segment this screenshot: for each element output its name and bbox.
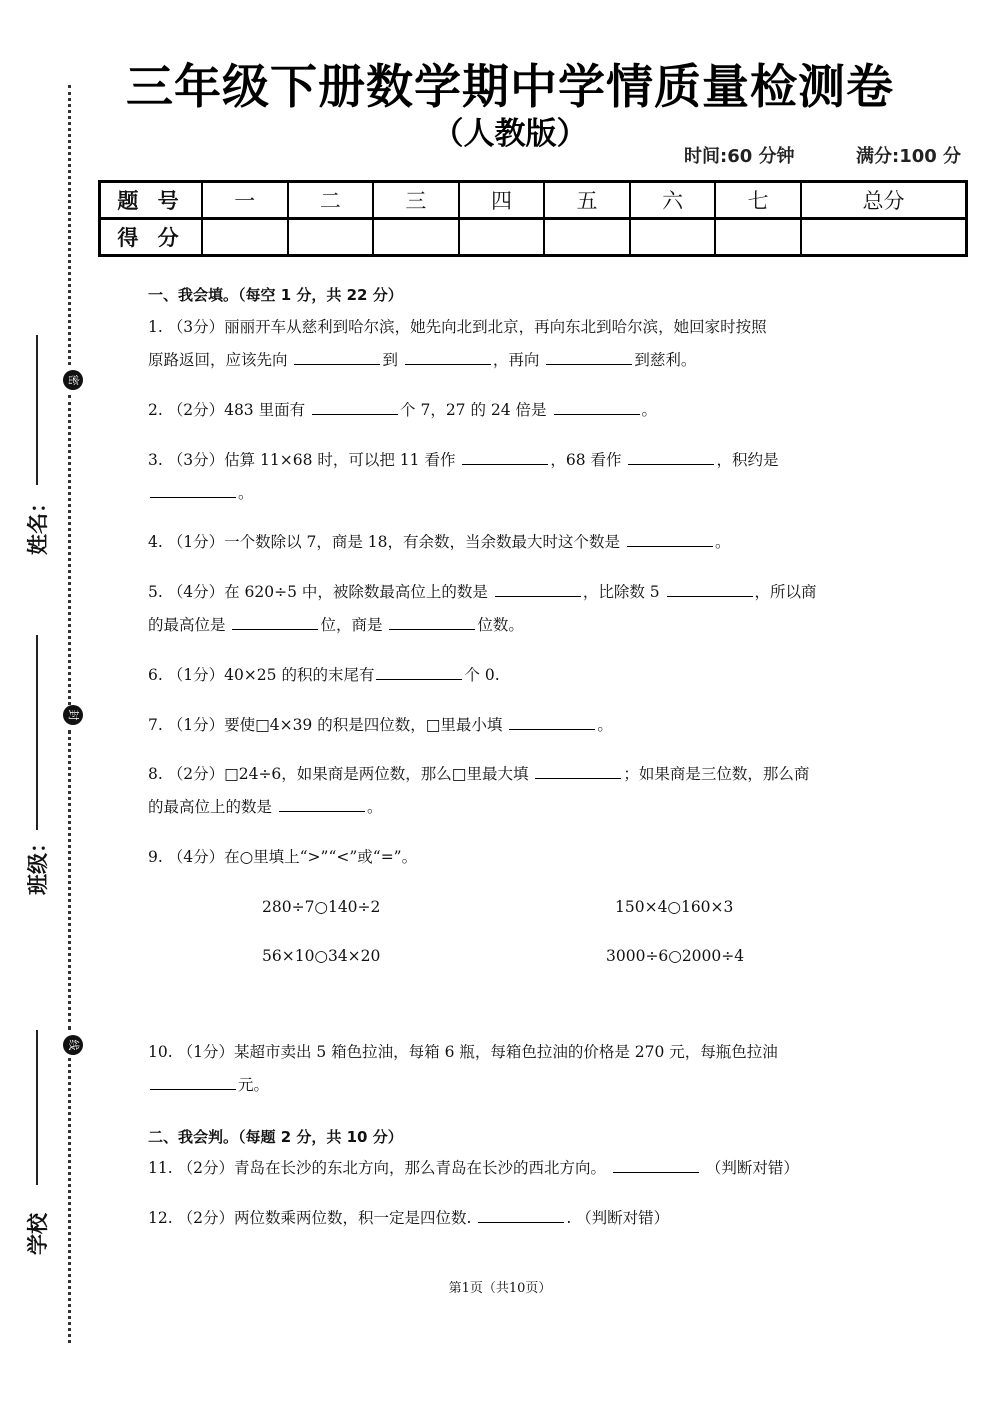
score-col-6: 六 — [630, 182, 716, 219]
seal-mi-icon: 密 — [63, 370, 83, 390]
score-table-row-label: 得 分 — [100, 219, 203, 256]
school-field-label: 学校 — [26, 1213, 50, 1255]
exam-full-score: 满分:100 分 — [856, 146, 962, 167]
question-text: 的最高位是 — [148, 616, 226, 634]
question-text: 个 7，27 的 24 倍是 — [400, 401, 547, 419]
answer-blank[interactable] — [554, 398, 640, 415]
answer-blank[interactable] — [150, 1073, 236, 1090]
class-field-label: 班级： — [26, 832, 50, 895]
answer-blank[interactable] — [535, 762, 621, 779]
answer-blank[interactable] — [627, 530, 713, 547]
score-col-7: 七 — [715, 182, 801, 219]
question-text: 7. （1分）要使□4×39 的积是四位数，□里最小填 — [148, 716, 503, 734]
question-text: 。 — [597, 716, 613, 734]
question-text: 。 — [366, 798, 383, 816]
score-col-total: 总分 — [801, 182, 967, 219]
question-11 — [148, 1152, 858, 1185]
question-text: ，积约是 — [716, 451, 779, 469]
school-write-line[interactable] — [36, 1030, 38, 1185]
answer-blank[interactable] — [405, 348, 491, 365]
score-col-3: 三 — [373, 182, 459, 219]
answer-blank[interactable] — [279, 795, 365, 812]
question-text: 。 — [641, 401, 658, 419]
name-write-line[interactable] — [36, 335, 38, 485]
score-table — [98, 180, 968, 257]
score-col-2: 二 — [288, 182, 374, 219]
section-heading: 一、我会填。（每空 1 分，共 22 分） — [148, 286, 403, 304]
answer-blank[interactable] — [150, 481, 236, 498]
compare-item[interactable]: 56×10○34×20 — [262, 947, 381, 965]
question-9 — [148, 841, 858, 874]
question-text: ；如果商是三位数，那么商 — [623, 765, 810, 783]
score-cell-total[interactable] — [801, 219, 967, 256]
question-text: 的最高位上的数是 — [148, 798, 273, 816]
score-cell[interactable] — [715, 219, 801, 256]
answer-blank[interactable] — [546, 348, 632, 365]
score-col-1: 一 — [202, 182, 288, 219]
question-text: 8. （2分）□24÷6，如果商是两位数，那么□里最大填 — [148, 765, 529, 783]
answer-blank[interactable] — [294, 348, 380, 365]
page-number: 第1页（共10页） — [448, 1281, 552, 1296]
score-cell[interactable] — [373, 219, 459, 256]
compare-item[interactable]: 150×4○160×3 — [615, 898, 734, 916]
binding-dotted-line — [68, 1058, 71, 1343]
question-text: 个 0. — [464, 666, 500, 684]
exam-title: 三年级下册数学期中学情质量检测卷 — [126, 60, 894, 115]
answer-blank[interactable] — [389, 613, 475, 630]
question-2 — [148, 394, 858, 427]
answer-blank[interactable] — [509, 713, 595, 730]
question-text: 1. （3分）丽丽开车从慈利到哈尔滨，她先向北到北京，再向东北到哈尔滨，她回家时按照 — [148, 318, 767, 336]
score-table-score-row — [100, 219, 967, 256]
question-text: 3. （3分）估算 11×68 时，可以把 11 看作 — [148, 451, 456, 469]
question-text: 到慈利。 — [634, 351, 697, 369]
score-cell[interactable] — [288, 219, 374, 256]
question-text: ，68 看作 — [550, 451, 622, 469]
score-cell[interactable] — [202, 219, 288, 256]
question-text: ，再向 — [492, 351, 540, 369]
answer-blank[interactable] — [613, 1156, 699, 1173]
score-cell[interactable] — [459, 219, 545, 256]
question-text: . （判断对错） — [566, 1209, 670, 1227]
question-text: 6. （1分）40×25 的积的末尾有 — [148, 666, 375, 684]
answer-blank[interactable] — [478, 1206, 564, 1223]
question-text: 11. （2分）青岛在长沙的东北方向，那么青岛在长沙的西北方向。 — [148, 1159, 606, 1177]
compare-item[interactable]: 280÷7○140÷2 — [262, 898, 381, 916]
question-text: 10. （1分）某超市卖出 5 箱色拉油，每箱 6 瓶，每箱色拉油的价格是 270 元，每瓶色拉油 — [148, 1043, 778, 1061]
binding-dotted-line — [68, 730, 71, 1030]
question-text: 到 — [382, 351, 398, 369]
question-text: 。 — [238, 484, 254, 502]
question-text: 元。 — [238, 1076, 270, 1094]
exam-subtitle: （人教版） — [432, 116, 588, 152]
question-text: 4. （1分）一个数除以 7，商是 18，有余数，当余数最大时这个数是 — [148, 533, 621, 551]
question-10 — [148, 1036, 858, 1102]
binding-dotted-line — [68, 395, 71, 705]
answer-blank[interactable] — [376, 663, 462, 680]
question-text: ，所以商 — [754, 583, 817, 601]
exam-time: 时间:60 分钟 — [684, 146, 795, 167]
answer-blank[interactable] — [628, 448, 714, 465]
answer-blank[interactable] — [312, 398, 398, 415]
answer-blank[interactable] — [462, 448, 548, 465]
question-text: ，比除数 5 — [582, 583, 660, 601]
score-col-5: 五 — [544, 182, 630, 219]
question-text: 12. （2分）两位数乘两位数，积一定是四位数. — [148, 1209, 472, 1227]
score-table-header-row — [100, 182, 967, 219]
score-cell[interactable] — [544, 219, 630, 256]
answer-blank[interactable] — [667, 580, 753, 597]
question-text: 位，商是 — [320, 616, 383, 634]
question-text: 9. （4分）在○里填上“>”“<”或“=”。 — [148, 848, 418, 866]
class-write-line[interactable] — [36, 635, 38, 830]
seal-xian-icon: 线 — [63, 1035, 83, 1055]
score-cell[interactable] — [630, 219, 716, 256]
question-text: （判断对错） — [705, 1159, 799, 1177]
question-text: 原路返回，应该先向 — [148, 351, 288, 369]
question-text: 2. （2分）483 里面有 — [148, 401, 306, 419]
question-text: 位数。 — [477, 616, 524, 634]
name-field-label: 姓名： — [26, 492, 50, 555]
question-6 — [148, 659, 858, 692]
score-col-4: 四 — [459, 182, 545, 219]
question-7 — [148, 709, 858, 742]
section-heading: 二、我会判。（每题 2 分，共 10 分） — [148, 1128, 403, 1146]
question-text: 。 — [714, 533, 731, 551]
question-12 — [148, 1202, 858, 1235]
question-1 — [148, 311, 858, 377]
question-5 — [148, 576, 858, 642]
question-text: 5. （4分）在 620÷5 中，被除数最高位上的数是 — [148, 583, 488, 601]
answer-blank[interactable] — [495, 580, 581, 597]
question-4 — [148, 526, 858, 559]
seal-feng-icon: 封 — [63, 705, 83, 725]
compare-item[interactable]: 3000÷6○2000÷4 — [606, 947, 745, 965]
score-table-row-label: 题 号 — [100, 182, 203, 219]
question-3 — [148, 444, 858, 510]
answer-blank[interactable] — [232, 613, 318, 630]
question-8 — [148, 758, 858, 824]
